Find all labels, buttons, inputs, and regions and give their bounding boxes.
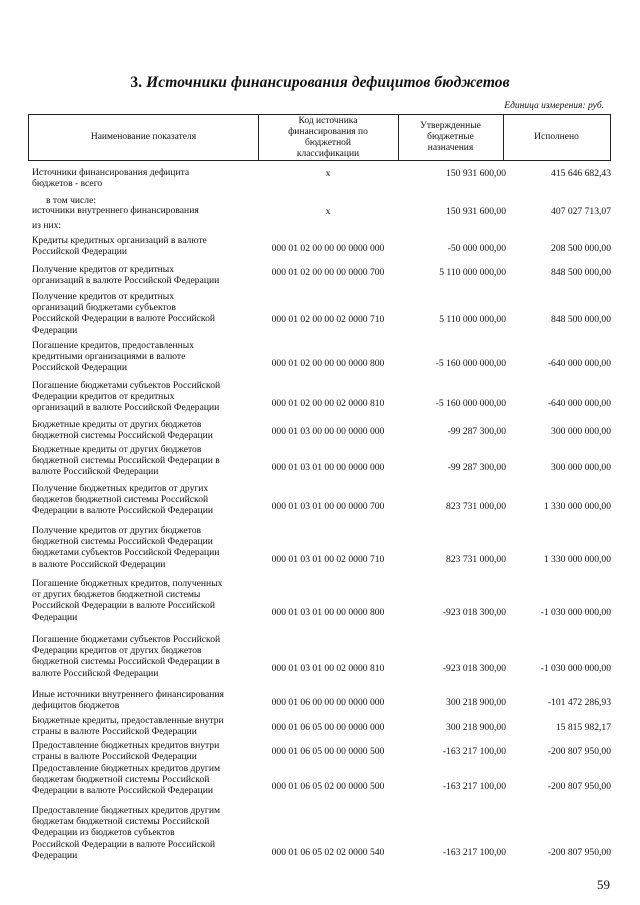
row-name-line: дефицитов бюджетов xyxy=(32,700,120,712)
row-name-line: Погашение кредитов, предоставленных xyxy=(32,340,195,351)
row-name xyxy=(32,340,258,374)
row-name-line: Получение бюджетных кредитов от других xyxy=(32,483,209,494)
header-approved: Утвержденные бюджетные назначения xyxy=(420,121,481,153)
row-executed: -200 807 950,00 xyxy=(547,746,611,757)
row-name xyxy=(32,689,258,711)
row-executed: 300 000 000,00 xyxy=(551,426,611,437)
row-name-line: Предоставление бюджетных кредитов внутри xyxy=(32,740,220,751)
row-code: 000 01 06 05 02 00 0000 500 xyxy=(271,781,385,792)
row-approved: 300 218 900,00 xyxy=(446,722,506,733)
row-executed: 1 330 000 000,00 xyxy=(543,554,611,565)
row-name-line: Бюджетные кредиты от других бюджетов xyxy=(32,444,202,455)
row-name-line: Предоставление бюджетных кредитов другим xyxy=(32,805,221,816)
row-name-line: Получение кредитов от кредитных xyxy=(32,264,175,275)
row-code: 000 01 03 01 00 00 0000 700 xyxy=(271,501,385,512)
row-name-line: бюджетной системы Российской Федерации xyxy=(32,430,213,442)
row-approved: 823 731 000,00 xyxy=(446,554,506,565)
row-name-line: от других бюджетов бюджетной системы xyxy=(32,589,201,601)
row-executed: -640 000 000,00 xyxy=(547,358,611,369)
row-name-line: Погашение бюджетных кредитов, полученных xyxy=(32,578,223,589)
row-approved: -99 287 300,00 xyxy=(447,426,506,437)
row-name xyxy=(32,264,258,286)
row-name-line: Получение кредитов от других бюджетов xyxy=(32,525,202,536)
header-code: Код источника финансирования по бюджетной классификации xyxy=(288,115,368,159)
row-name-line: Российской Федерации xyxy=(32,362,127,374)
row-code: 000 01 03 01 00 00 0000 800 xyxy=(271,607,385,618)
section-title-text: Источники финансирования дефицитов бюджетов xyxy=(146,74,510,91)
row-name xyxy=(32,634,258,679)
row-name-line: Федерации xyxy=(32,324,78,336)
row-name-line: Бюджетные кредиты, предоставленные внутри xyxy=(32,715,224,726)
row-name-line: организаций в валюте Российской Федерации xyxy=(32,402,220,414)
row-name xyxy=(32,525,258,570)
row-name-line: Федерации xyxy=(32,611,78,623)
row-name-line: Федерации xyxy=(32,849,78,861)
row-name-line: валюте Российской Федерации xyxy=(32,466,159,478)
row-approved: -99 287 300,00 xyxy=(447,462,506,473)
row-code: 000 01 03 01 00 02 0000 810 xyxy=(271,663,385,674)
row-name-line: бюджетам бюджетной системы Российской xyxy=(32,816,210,828)
row-name-line: бюджетами субъектов Российской Федерации xyxy=(32,547,220,559)
row-executed: 208 500 000,00 xyxy=(551,243,611,254)
unit-label: Единица измерения: руб. xyxy=(504,101,604,111)
row-name-line: Федерации кредитов от других бюджетов xyxy=(32,645,202,657)
row-code: x xyxy=(325,168,331,179)
row-approved: 150 931 600,00 xyxy=(446,206,506,217)
row-code: 000 01 02 00 00 02 0000 810 xyxy=(271,398,385,409)
row-name-line: в валюте Российской Федерации xyxy=(32,558,166,570)
row-executed: 848 500 000,00 xyxy=(551,267,611,278)
row-executed: 407 027 713,07 xyxy=(551,206,611,217)
row-name-line: Получение кредитов от кредитных xyxy=(32,291,175,302)
row-name xyxy=(32,205,258,216)
row-name-line: бюджетной системы Российской Федерации xyxy=(32,536,213,548)
row-executed: -200 807 950,00 xyxy=(547,847,611,858)
row-name-line: Предоставление бюджетных кредитов другим xyxy=(32,763,221,774)
row-approved: -50 000 000,00 xyxy=(447,243,506,254)
row-executed: -640 000 000,00 xyxy=(547,398,611,409)
row-code: 000 01 03 01 00 02 0000 710 xyxy=(271,554,385,565)
row-executed: 15 815 982,17 xyxy=(555,722,611,733)
row-code: 000 01 02 00 00 00 0000 800 xyxy=(271,358,385,369)
row-code: 000 01 02 00 00 02 0000 710 xyxy=(271,314,385,325)
row-name-line: кредитными организациями в валюте xyxy=(32,351,186,363)
row-name-line: страны в валюте Российской Федерации xyxy=(32,751,197,763)
row-name-line: бюджетов бюджетной системы Российской xyxy=(32,494,209,506)
row-code: 000 01 02 00 00 00 0000 700 xyxy=(271,267,385,278)
row-name xyxy=(32,740,258,762)
row-approved: -163 217 100,00 xyxy=(442,781,506,792)
row-name xyxy=(32,220,258,231)
row-name-line: Федерации в валюте Российской Федерации xyxy=(32,785,214,797)
row-name xyxy=(32,715,258,737)
row-name-line: бюджетов - всего xyxy=(32,178,103,190)
row-executed: -1 030 000 000,00 xyxy=(540,607,611,618)
row-executed: 1 330 000 000,00 xyxy=(543,501,611,512)
row-approved: 823 731 000,00 xyxy=(446,501,506,512)
row-approved: -163 217 100,00 xyxy=(442,746,506,757)
row-name-line: Российской Федерации в валюте Российской xyxy=(32,838,216,850)
row-approved: 5 110 000 000,00 xyxy=(439,267,506,278)
row-executed: 300 000 000,00 xyxy=(551,462,611,473)
header-executed: Исполнено xyxy=(534,132,579,142)
row-approved: -923 018 300,00 xyxy=(442,663,506,674)
row-approved: -5 160 000 000,00 xyxy=(435,358,506,369)
row-name-line: Иные источники внутреннего финансирования xyxy=(32,689,224,700)
row-code: 000 01 03 00 00 00 0000 000 xyxy=(271,426,385,437)
row-code: 000 01 06 05 00 00 0000 500 xyxy=(271,746,385,757)
row-name xyxy=(32,578,258,623)
row-name-line: организаций бюджетами субъектов xyxy=(32,302,176,314)
row-name-line: бюджетной системы Российской Федерации в xyxy=(32,656,220,668)
row-name-line: источники внутреннего финансирования xyxy=(32,205,199,216)
row-code: 000 01 06 05 00 00 0000 000 xyxy=(271,722,385,733)
header-name: Наименование показателя xyxy=(90,132,197,142)
row-approved: 300 218 900,00 xyxy=(446,697,506,708)
row-name xyxy=(32,167,258,189)
row-name-line: Российской Федерации в валюте Российской xyxy=(32,313,216,325)
row-name-line: бюджетной системы Российской Федерации в xyxy=(32,455,220,467)
row-code: 000 01 03 01 00 00 0000 000 xyxy=(271,462,385,473)
row-code: x xyxy=(325,206,331,217)
row-name xyxy=(32,235,258,257)
row-name-line: страны в валюте Российской Федерации xyxy=(32,726,197,738)
row-name-line: Федерации в валюте Российской Федерации xyxy=(32,505,214,517)
row-name-line: бюджетам бюджетной системы Российской xyxy=(32,774,210,786)
row-executed: -1 030 000 000,00 xyxy=(540,663,611,674)
row-name-line: Кредиты кредитных организаций в валюте xyxy=(32,235,207,246)
row-code: 000 01 06 00 00 00 0000 000 xyxy=(271,697,385,708)
row-approved: -923 018 300,00 xyxy=(442,607,506,618)
row-executed: -200 807 950,00 xyxy=(547,781,611,792)
row-name-line: Источники финансирования дефицита xyxy=(32,167,190,178)
row-name-line: из них: xyxy=(32,220,62,231)
row-code: 000 01 02 00 00 00 0000 000 xyxy=(271,243,385,254)
row-name xyxy=(32,763,258,797)
row-name xyxy=(32,380,258,414)
row-name-line: в том числе: xyxy=(46,195,97,206)
row-name-line: Федерации из бюджетов субъектов xyxy=(32,827,175,839)
row-name xyxy=(32,444,258,478)
row-approved: -5 160 000 000,00 xyxy=(435,398,506,409)
row-name-line: организаций в валюте Российской Федерации xyxy=(32,275,220,287)
row-name xyxy=(32,483,258,517)
row-name-line: Российской Федерации в валюте Российской xyxy=(32,600,216,612)
row-executed: -101 472 286,93 xyxy=(547,697,611,708)
row-name-line: Бюджетные кредиты от других бюджетов xyxy=(32,419,202,430)
row-executed: 848 500 000,00 xyxy=(551,314,611,325)
row-name-line: валюте Российской Федерации xyxy=(32,667,159,679)
row-name xyxy=(32,419,258,441)
row-executed: 415 646 682,43 xyxy=(551,168,611,179)
row-name xyxy=(32,805,258,861)
row-name xyxy=(32,291,258,336)
row-approved: 150 931 600,00 xyxy=(446,168,506,179)
row-approved: 5 110 000 000,00 xyxy=(439,314,506,325)
row-name-line: Российской Федерации xyxy=(32,246,127,258)
row-name-line: Погашение бюджетами субъектов Российской xyxy=(32,634,221,645)
row-name-line: Федерации кредитов от кредитных xyxy=(32,391,175,403)
row-name-line: Погашение бюджетами субъектов Российской xyxy=(32,380,221,391)
section-number: 3. xyxy=(130,74,143,91)
page-number: 59 xyxy=(597,877,610,892)
row-approved: -163 217 100,00 xyxy=(442,847,506,858)
row-code: 000 01 06 05 02 02 0000 540 xyxy=(271,847,385,858)
